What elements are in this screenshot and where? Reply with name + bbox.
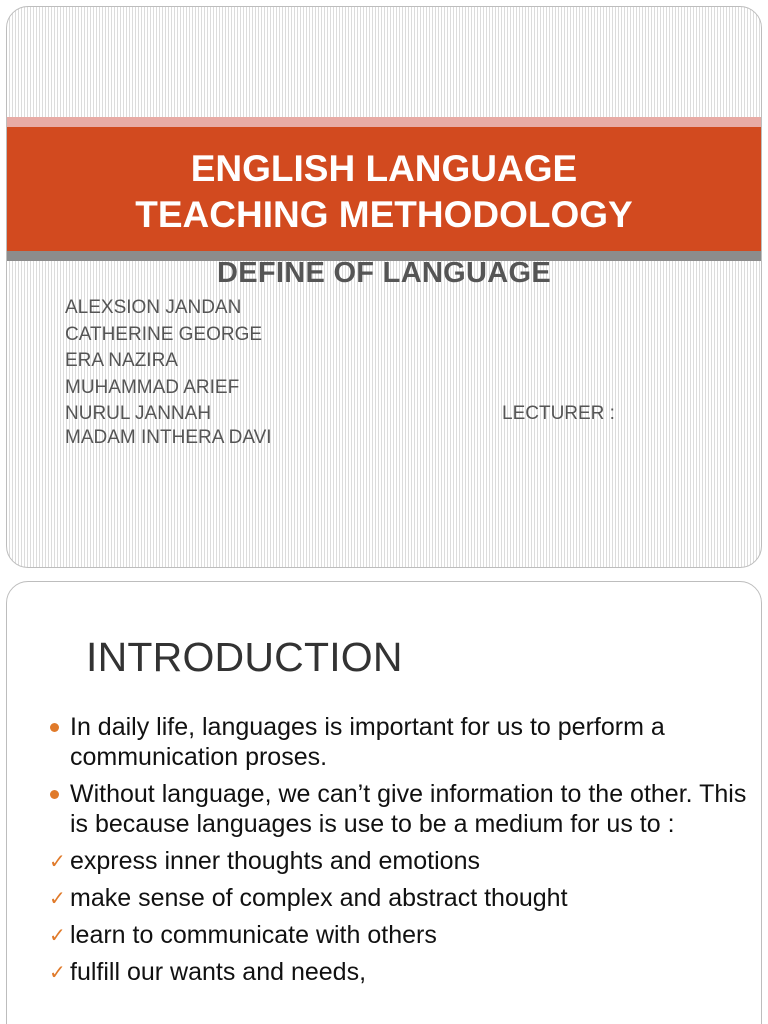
member-name: NURUL JANNAH (65, 403, 212, 424)
check-text: learn to communicate with others (70, 921, 437, 949)
bullet-text: Without language, we can’t give information to the other. This is because languages is use to be a medium for us to : (70, 780, 747, 838)
introduction-bullet-list (7, 712, 747, 994)
title-band-top-stripe (7, 117, 761, 127)
member-name: CATHERINE GEORGE (65, 323, 263, 345)
lecturer-name: MADAM INTHERA DAVI (65, 426, 272, 448)
slide-1 (6, 6, 762, 568)
title-band (7, 127, 761, 251)
checkmark-icon: ✓ (49, 849, 66, 873)
member-name: MUHAMMAD ARIEF (65, 376, 240, 398)
checkmark-icon: ✓ (49, 960, 66, 984)
member-row-last (65, 401, 685, 428)
bullet-item (7, 712, 747, 772)
slide-2 (6, 581, 762, 1024)
slide-title-line-2: TEACHING METHODOLOGY (135, 194, 633, 235)
check-item (7, 846, 747, 876)
member-name: ALEXSION JANDAN (65, 297, 242, 318)
bullet-item (7, 779, 747, 839)
slide-title (135, 140, 632, 238)
check-text: fulfill our wants and needs, (70, 958, 367, 986)
bullet-text: In daily life, languages is important for us to perform a communication proses. (70, 713, 665, 771)
checkmark-icon: ✓ (49, 923, 66, 947)
check-item (7, 883, 747, 913)
orange-dot-icon (50, 723, 59, 732)
introduction-heading: INTRODUCTION (86, 634, 403, 680)
slide-title-line-1: ENGLISH LANGUAGE (190, 148, 578, 189)
check-text: express inner thoughts and emotions (70, 847, 480, 875)
check-text: make sense of complex and abstract thought (70, 884, 568, 912)
orange-dot-icon (50, 790, 59, 799)
lecturer-label: LECTURER : (502, 403, 615, 424)
checkmark-icon: ✓ (49, 886, 66, 910)
check-item (7, 920, 747, 950)
check-item (7, 957, 747, 987)
member-name: ERA NAZIRA (65, 350, 178, 371)
member-list (65, 295, 685, 448)
slide-subtitle: DEFINE OF LANGUAGE (216, 257, 552, 289)
